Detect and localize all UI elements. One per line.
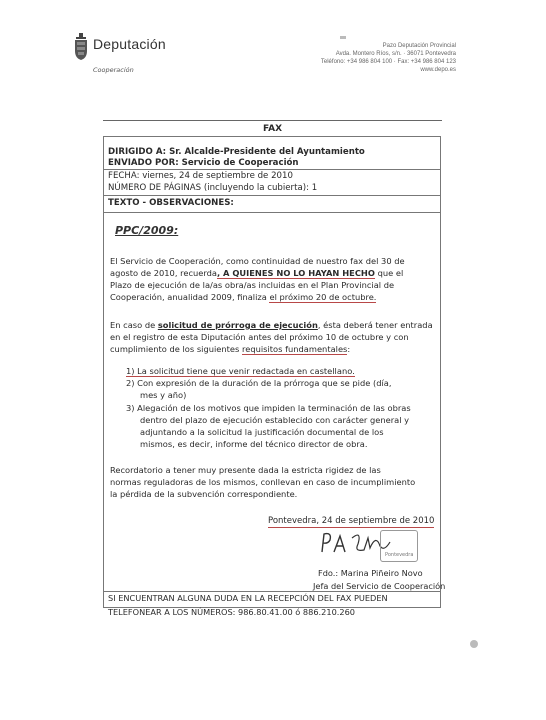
- footer-phones: TELEFONEAR A LOS NÚMEROS: 986.80.41.00 ó 886.210.260: [108, 607, 356, 617]
- divider: [103, 591, 441, 592]
- highlight-run: solicitud de prórroga de ejecución: [157, 320, 318, 330]
- signer-name: Fdo.: Marina Piñeiro Novo: [318, 568, 423, 578]
- divider: [103, 120, 442, 121]
- highlight-run: el próximo 20 de octubre.: [269, 292, 377, 302]
- address-block: [321, 42, 456, 74]
- scan-speck: [470, 640, 478, 648]
- text-heading: TEXTO - OBSERVACIONES:: [108, 198, 234, 208]
- divider: [103, 136, 441, 137]
- paragraph-line: [110, 320, 433, 331]
- text-run: Cooperación, anualidad 2009, finaliza: [110, 292, 270, 302]
- requirement-item: dentro del plazo de ejecución establecido con carácter general y: [140, 415, 410, 425]
- fax-title: FAX: [262, 124, 283, 134]
- addressee: DIRIGIDO A: Sr. Alcalde-Presidente del Ayuntamiento: [108, 147, 365, 157]
- department-name: Cooperación: [93, 66, 134, 74]
- divider: [103, 195, 441, 196]
- paragraph-line: la pérdida de la subvención correspondiente.: [110, 489, 298, 499]
- requirement-item: [126, 366, 355, 377]
- requirement-item: 2) Con expresión de la duración de la prórroga que se pide (día,: [126, 378, 392, 388]
- sender: ENVIADO POR: Servicio de Cooperación: [108, 158, 299, 168]
- scan-speck: [340, 36, 346, 39]
- address-line: Teléfono: +34 986 804 100 · Fax: +34 986 804 123: [320, 59, 456, 65]
- requirement-item: mismos, es decir, informe del técnico director de obra.: [140, 439, 368, 449]
- paragraph-line: Plazo de ejecución de la/as obra/as incluidas en el Plan Provincial de: [110, 280, 395, 290]
- paragraph-line: El Servicio de Cooperación, como continuidad de nuestro fax del 30 de: [110, 256, 405, 266]
- text-run: , ésta deberá tener entrada: [317, 320, 433, 330]
- coat-of-arms-icon: [74, 33, 88, 60]
- organization-name: Deputación: [93, 36, 166, 52]
- place-date: Pontevedra, 24 de septiembre de 2010: [268, 516, 435, 526]
- requirement-item: adjuntando a la solicitud la justificación documental de los: [140, 427, 384, 437]
- paragraph-line: [110, 268, 403, 279]
- divider: [103, 212, 441, 213]
- text-run: agosto de 2010, recuerda: [110, 268, 217, 278]
- text-run: :: [347, 344, 351, 354]
- address-line: Pazo Deputación Provincial: [382, 43, 456, 49]
- divider: [103, 169, 441, 170]
- paragraph-line: normas reguladoras de los mismos, conllevan en caso de incumplimiento: [110, 477, 416, 487]
- stamp-label: Pontevedra: [385, 552, 414, 558]
- paragraph-line: [110, 344, 350, 355]
- address-line: www.depo.es: [420, 67, 456, 73]
- text-run: que el: [374, 268, 404, 278]
- address-line: Avda. Montero Ríos, s/n. · 36071 Pontevedra: [335, 51, 456, 57]
- requirement-text: 1) La solicitud tiene que venir redactada en castellano.: [126, 366, 355, 376]
- text-run: cumplimiento de los siguientes: [110, 344, 242, 354]
- paragraph-line: en el registro de esta Diputación antes del próximo 10 de octubre y con: [110, 332, 409, 342]
- text-run: En caso de: [110, 320, 158, 330]
- requirement-item: 3) Alegación de los motivos que impiden la terminación de las obras: [126, 403, 411, 413]
- reference-code: PPC/2009:: [115, 224, 179, 237]
- signer-role: Jefa del Servicio de Cooperación: [313, 581, 446, 591]
- footer-notice: SI ENCUENTRAN ALGUNA DUDA EN LA RECEPCIÓN DEL FAX PUEDEN: [108, 593, 388, 603]
- page-count: NÚMERO DE PÁGINAS (incluyendo la cubierta): 1: [108, 183, 318, 193]
- requirement-item: mes y año): [140, 390, 187, 400]
- paragraph-line: [110, 292, 376, 303]
- paragraph-line: Recordatorio a tener muy presente dada la estricta rigidez de las: [110, 465, 381, 475]
- highlight-run: , A QUIENES NO LO HAYAN HECHO: [217, 268, 375, 278]
- fax-date: FECHA: viernes, 24 de septiembre de 2010: [108, 171, 293, 181]
- highlight-run: requisitos fundamentales: [242, 344, 348, 354]
